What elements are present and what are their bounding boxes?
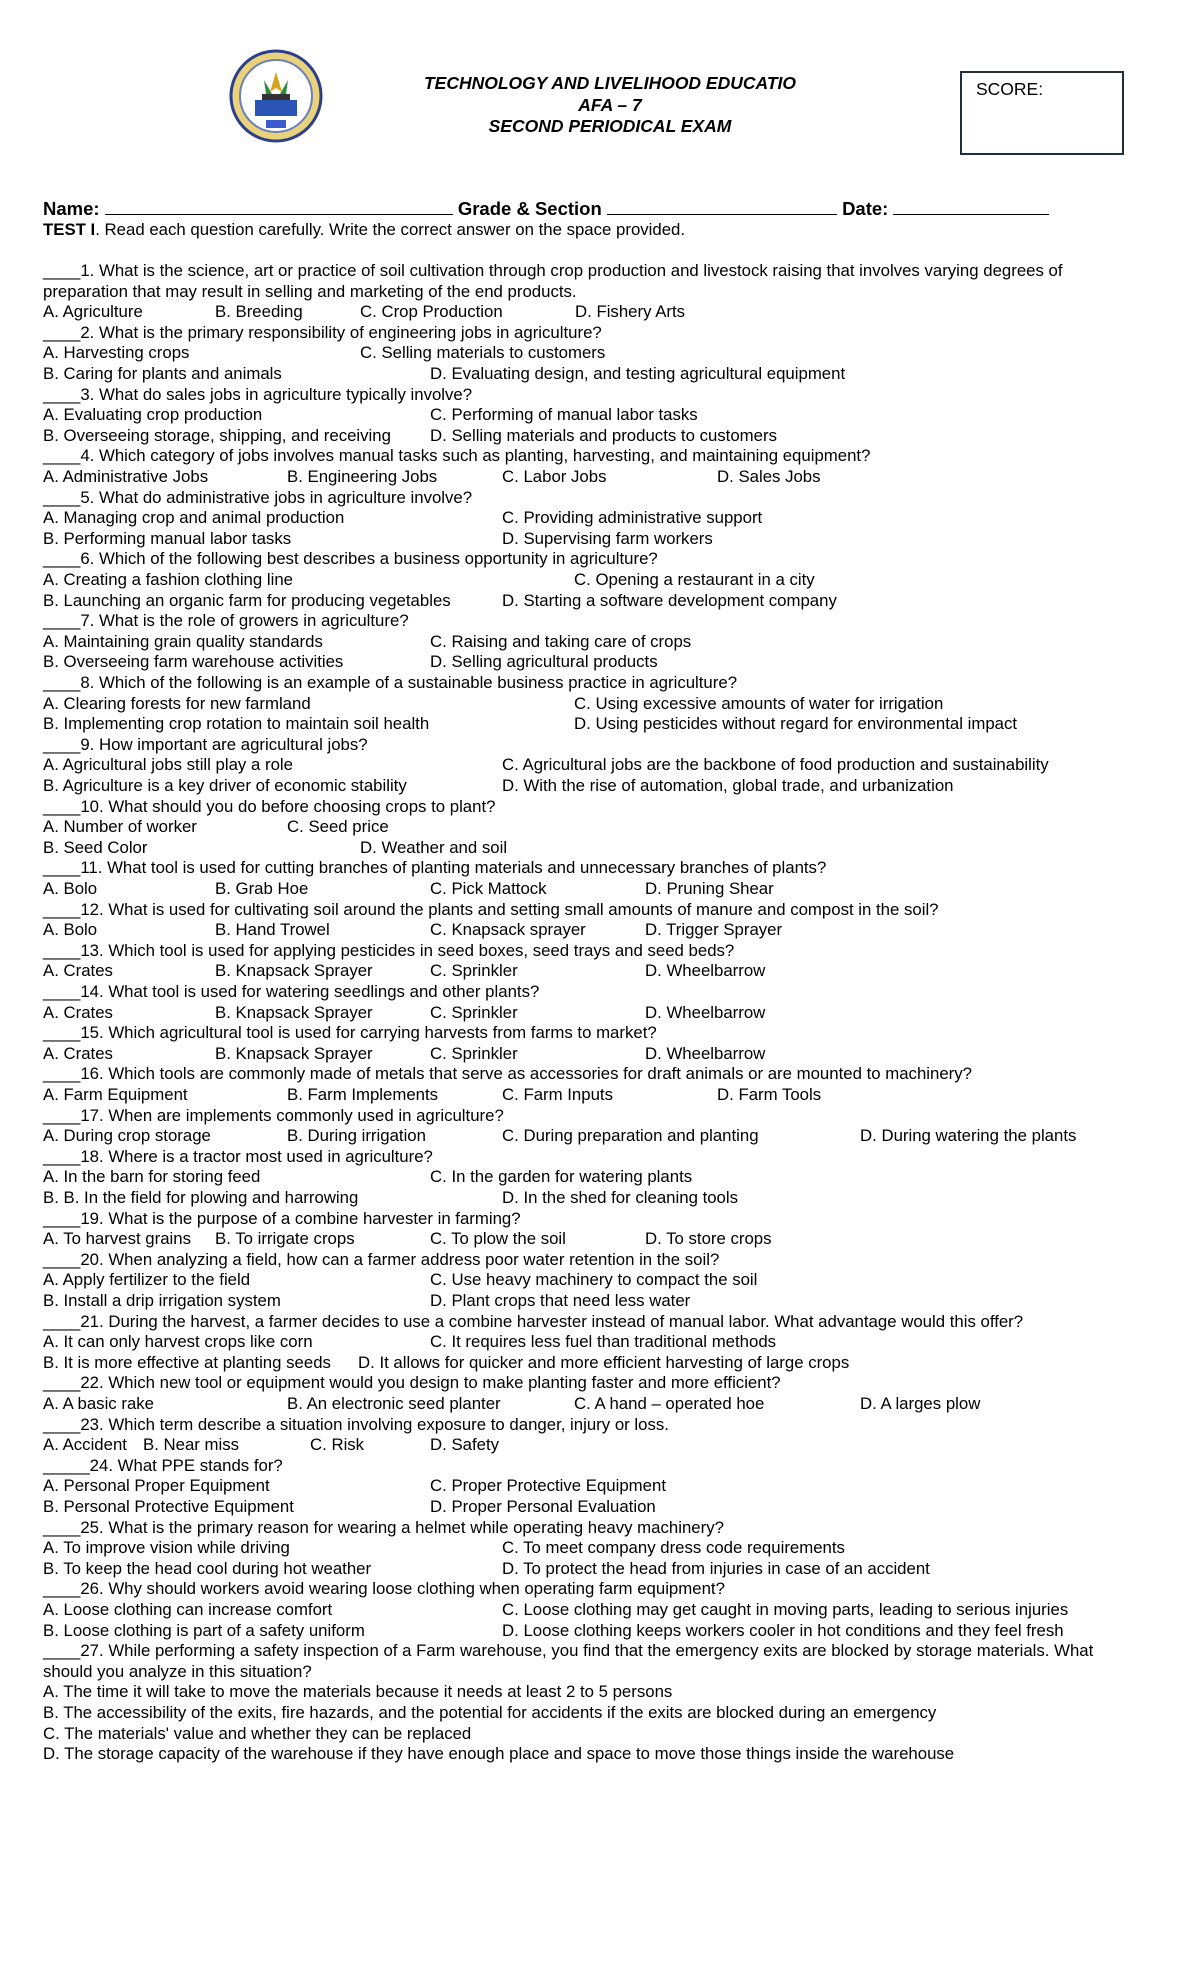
q13-option: A. Crates — [43, 961, 113, 981]
q17-option: D. During watering the plants — [860, 1126, 1077, 1146]
q11-option: B. Grab Hoe — [215, 879, 309, 898]
q21-option: B. It is more effective at planting seeds — [43, 1352, 331, 1372]
q10-option: B. Seed Color — [43, 837, 148, 857]
q13-option: C. Sprinkler — [430, 961, 518, 981]
q6-option: D. Starting a software development company — [502, 590, 837, 610]
q19-option: A. To harvest grains — [43, 1229, 191, 1249]
question-11: ____11. What tool is used for cutting branches of planting materials and unnecessary branches of plants? — [43, 858, 827, 878]
q12-option: B. Hand Trowel — [215, 920, 330, 940]
q5-option: A. Managing crop and animal production — [43, 508, 345, 528]
question-5: ____5. What do administrative jobs in agriculture involve? — [43, 487, 473, 507]
q19-option: B. To irrigate crops — [215, 1229, 355, 1249]
q22-option: D. A larges plow — [860, 1394, 981, 1413]
grade-section-label: Grade & Section — [457, 198, 602, 219]
q2-option: D. Evaluating design, and testing agricultural equipment — [430, 364, 846, 383]
q22-option: B. An electronic seed planter — [287, 1394, 501, 1413]
q4-option: A. Administrative Jobs — [43, 467, 209, 486]
q20-option: B. Install a drip irrigation system — [43, 1291, 281, 1310]
question-24: _____24. What PPE stands for? — [43, 1455, 283, 1475]
q27-option: C. The materials' value and whether they can be replaced — [43, 1723, 472, 1743]
q16-option: B. Farm Implements — [287, 1085, 439, 1104]
exam-title: SECOND PERIODICAL EXAM — [488, 116, 732, 136]
question-3: ____3. What do sales jobs in agriculture typically involve? — [43, 384, 473, 404]
q7-option: B. Overseeing farm warehouse activities — [43, 652, 344, 672]
q19-option: C. To plow the soil — [430, 1229, 566, 1249]
q15-option: B. Knapsack Sprayer — [215, 1043, 373, 1063]
q22-option: C. A hand – operated hoe — [574, 1394, 765, 1413]
question-25: ____25. What is the primary reason for wearing a helmet while operating heavy machinery? — [43, 1517, 724, 1537]
test-label: TEST I — [43, 220, 96, 239]
q2-option: C. Selling materials to customers — [360, 343, 606, 363]
date-blank[interactable] — [893, 198, 1049, 215]
q21-option: C. It requires less fuel than traditional methods — [430, 1332, 777, 1352]
q9-option: D. With the rise of automation, global trade, and urbanization — [502, 776, 954, 795]
q18-option: B. B. In the field for plowing and harrowing — [43, 1188, 359, 1207]
q27-option: B. The accessibility of the exits, fire hazards, and the potential for accidents if the exits are blocked during an emergency — [43, 1703, 937, 1722]
grade-section-blank[interactable] — [607, 198, 837, 215]
q7-option: D. Selling agricultural products — [430, 652, 658, 672]
q2-option: A. Harvesting crops — [43, 343, 190, 363]
q16-option: A. Farm Equipment — [43, 1085, 188, 1104]
q3-option: C. Performing of manual labor tasks — [430, 405, 698, 425]
q17-option: B. During irrigation — [287, 1126, 426, 1146]
q16-option: D. Farm Tools — [717, 1085, 822, 1104]
q23-option: B. Near miss — [143, 1435, 240, 1455]
q1-option: C. Crop Production — [360, 302, 503, 322]
question-20: ____20. When analyzing a field, how can a farmer address poor water retention in the soil? — [43, 1249, 720, 1269]
question-15: ____15. Which agricultural tool is used for carrying harvests from farms to market? — [43, 1023, 657, 1043]
q3-option: A. Evaluating crop production — [43, 405, 263, 425]
q1-option: D. Fishery Arts — [575, 302, 686, 322]
q11-option: C. Pick Mattock — [430, 879, 547, 898]
q21-option: D. It allows for quicker and more efficient harvesting of large crops — [358, 1352, 850, 1372]
q3-option: D. Selling materials and products to customers — [430, 425, 777, 445]
question-1: ____1. What is the science, art or practice of soil cultivation through crop production and livestock raising that involves varying degrees of preparation that may result in selling and marketing of the end products. — [43, 261, 1063, 301]
q6-option: B. Launching an organic farm for producing vegetables — [43, 590, 451, 610]
q18-option: A. In the barn for storing feed — [43, 1167, 261, 1187]
name-blank[interactable] — [105, 198, 453, 215]
question-27: ____27. While performing a safety inspection of a Farm warehouse, you find that the emergency exits are blocked by storage materials. What should you analyze in this situation? — [43, 1641, 1094, 1681]
q18-option: D. In the shed for cleaning tools — [502, 1188, 739, 1207]
q20-option: D. Plant crops that need less water — [430, 1291, 691, 1310]
question-22: ____22. Which new tool or equipment would you design to make planting faster and more efficient? — [43, 1373, 781, 1393]
q25-option: B. To keep the head cool during hot weather — [43, 1558, 372, 1578]
question-19: ____19. What is the purpose of a combine harvester in farming? — [43, 1208, 521, 1228]
q1-option: B. Breeding — [215, 302, 303, 322]
q27-option: D. The storage capacity of the warehouse if they have enough place and space to move those things inside the warehouse — [43, 1744, 955, 1764]
q24-option: D. Proper Personal Evaluation — [430, 1497, 656, 1516]
q1-option: A. Agriculture — [43, 302, 143, 322]
q7-option: C. Raising and taking care of crops — [430, 631, 692, 651]
q14-option: C. Sprinkler — [430, 1002, 518, 1022]
question-26: ____26. Why should workers avoid wearing loose clothing when operating farm equipment? — [43, 1579, 725, 1599]
q25-option: A. To improve vision while driving — [43, 1538, 290, 1558]
q20-option: C. Use heavy machinery to compact the soil — [430, 1270, 758, 1290]
question-17: ____17. When are implements commonly used in agriculture? — [43, 1105, 504, 1125]
exam-subject-title: TECHNOLOGY AND LIVELIHOOD EDUCATIO — [423, 73, 797, 93]
question-16: ____16. Which tools are commonly made of metals that serve as accessories for draft animals or are mounted to machinery? — [43, 1064, 972, 1084]
q5-option: D. Supervising farm workers — [502, 528, 713, 548]
q15-option: D. Wheelbarrow — [645, 1043, 766, 1063]
q23-option: C. Risk — [310, 1435, 365, 1455]
q8-option: B. Implementing crop rotation to maintain soil health — [43, 714, 430, 734]
q4-option: B. Engineering Jobs — [287, 467, 438, 486]
question-12: ____12. What is used for cultivating soil around the plants and setting small amounts of manure and compost in the soil? — [43, 899, 939, 919]
q12-option: D. Trigger Sprayer — [645, 920, 783, 940]
q18-option: C. In the garden for watering plants — [430, 1167, 693, 1187]
q22-option: A. A basic rake — [43, 1394, 155, 1413]
q12-option: A. Bolo — [43, 920, 98, 940]
q26-option: C. Loose clothing may get caught in moving parts, leading to serious injuries — [502, 1600, 1069, 1619]
instructions-text: . Read each question carefully. Write the correct answer on the space provided. — [95, 220, 686, 239]
q4-option: D. Sales Jobs — [717, 467, 821, 486]
q19-option: D. To store crops — [645, 1229, 772, 1249]
exam-course-code: AFA – 7 — [578, 95, 642, 115]
q20-option: A. Apply fertilizer to the field — [43, 1270, 251, 1290]
q13-option: D. Wheelbarrow — [645, 961, 766, 981]
question-6: ____6. Which of the following best describes a business opportunity in agriculture? — [43, 549, 658, 569]
score-box[interactable] — [960, 71, 1124, 155]
q25-option: D. To protect the head from injuries in case of an accident — [502, 1558, 930, 1578]
q5-option: B. Performing manual labor tasks — [43, 528, 292, 548]
question-13: ____13. Which tool is used for applying pesticides in seed boxes, seed trays and seed beds? — [43, 940, 735, 960]
question-9: ____9. How important are agricultural jobs? — [43, 734, 368, 754]
instructions — [43, 220, 685, 240]
q24-option: B. Personal Protective Equipment — [43, 1497, 294, 1516]
q9-option: C. Agricultural jobs are the backbone of food production and sustainability — [502, 755, 1049, 775]
question-14: ____14. What tool is used for watering seedlings and other plants? — [43, 982, 540, 1001]
q7-option: A. Maintaining grain quality standards — [43, 631, 323, 651]
q24-option: A. Personal Proper Equipment — [43, 1476, 270, 1496]
q11-option: D. Pruning Shear — [645, 879, 774, 898]
q10-option: D. Weather and soil — [360, 837, 508, 857]
q13-option: B. Knapsack Sprayer — [215, 961, 373, 981]
q6-option: C. Opening a restaurant in a city — [574, 570, 815, 589]
question-7: ____7. What is the role of growers in agriculture? — [43, 611, 409, 631]
score-label: SCORE: — [976, 79, 1044, 99]
q9-option: B. Agriculture is a key driver of economic stability — [43, 776, 407, 795]
student-info-row — [43, 198, 1049, 219]
q10-option: A. Number of worker — [43, 817, 197, 837]
q12-option: C. Knapsack sprayer — [430, 920, 586, 940]
date-label: Date: — [842, 198, 889, 219]
q8-option: D. Using pesticides without regard for environmental impact — [574, 714, 1018, 734]
q25-option: C. To meet company dress code requirements — [502, 1538, 845, 1558]
q27-option: A. The time it will take to move the materials because it needs at least 2 to 5 persons — [43, 1682, 673, 1702]
q4-option: C. Labor Jobs — [502, 467, 607, 486]
q8-option: C. Using excessive amounts of water for irrigation — [574, 693, 944, 713]
question-23: ____23. Which term describe a situation involving exposure to danger, injury or loss. — [43, 1414, 669, 1434]
q26-option: B. Loose clothing is part of a safety uniform — [43, 1620, 365, 1640]
q3-option: B. Overseeing storage, shipping, and receiving — [43, 425, 391, 445]
q23-option: D. Safety — [430, 1435, 500, 1455]
q10-option: C. Seed price — [287, 817, 389, 837]
q14-option: A. Crates — [43, 1002, 113, 1022]
q17-option: A. During crop storage — [43, 1126, 211, 1146]
q5-option: C. Providing administrative support — [502, 508, 763, 528]
q14-option: B. Knapsack Sprayer — [215, 1002, 373, 1022]
q16-option: C. Farm Inputs — [502, 1085, 613, 1104]
q26-option: A. Loose clothing can increase comfort — [43, 1600, 333, 1619]
q2-option: B. Caring for plants and animals — [43, 364, 282, 383]
question-10: ____10. What should you do before choosing crops to plant? — [43, 796, 496, 816]
q11-option: A. Bolo — [43, 879, 98, 898]
q15-option: C. Sprinkler — [430, 1043, 518, 1063]
name-label: Name: — [43, 198, 100, 219]
question-2: ____2. What is the primary responsibility of engineering jobs in agriculture? — [43, 322, 602, 342]
q9-option: A. Agricultural jobs still play a role — [43, 755, 293, 775]
question-18: ____18. Where is a tractor most used in agriculture? — [43, 1146, 433, 1166]
q26-option: D. Loose clothing keeps workers cooler in hot conditions and they feel fresh — [502, 1620, 1064, 1640]
q24-option: C. Proper Protective Equipment — [430, 1476, 666, 1496]
q15-option: A. Crates — [43, 1043, 113, 1063]
q23-option: A. Accident — [43, 1435, 127, 1455]
q14-option: D. Wheelbarrow — [645, 1002, 766, 1022]
school-seal-logo — [228, 48, 324, 144]
question-4: ____4. Which category of jobs involves manual tasks such as planting, harvesting, and maintaining equipment? — [43, 446, 871, 466]
q6-option: A. Creating a fashion clothing line — [43, 570, 294, 589]
q8-option: A. Clearing forests for new farmland — [43, 693, 311, 713]
q17-option: C. During preparation and planting — [502, 1126, 759, 1146]
question-21: ____21. During the harvest, a farmer decides to use a combine harvester instead of manual labor. What advantage would this offer? — [43, 1311, 1024, 1331]
q21-option: A. It can only harvest crops like corn — [43, 1332, 313, 1352]
question-8: ____8. Which of the following is an example of a sustainable business practice in agriculture? — [43, 673, 738, 692]
